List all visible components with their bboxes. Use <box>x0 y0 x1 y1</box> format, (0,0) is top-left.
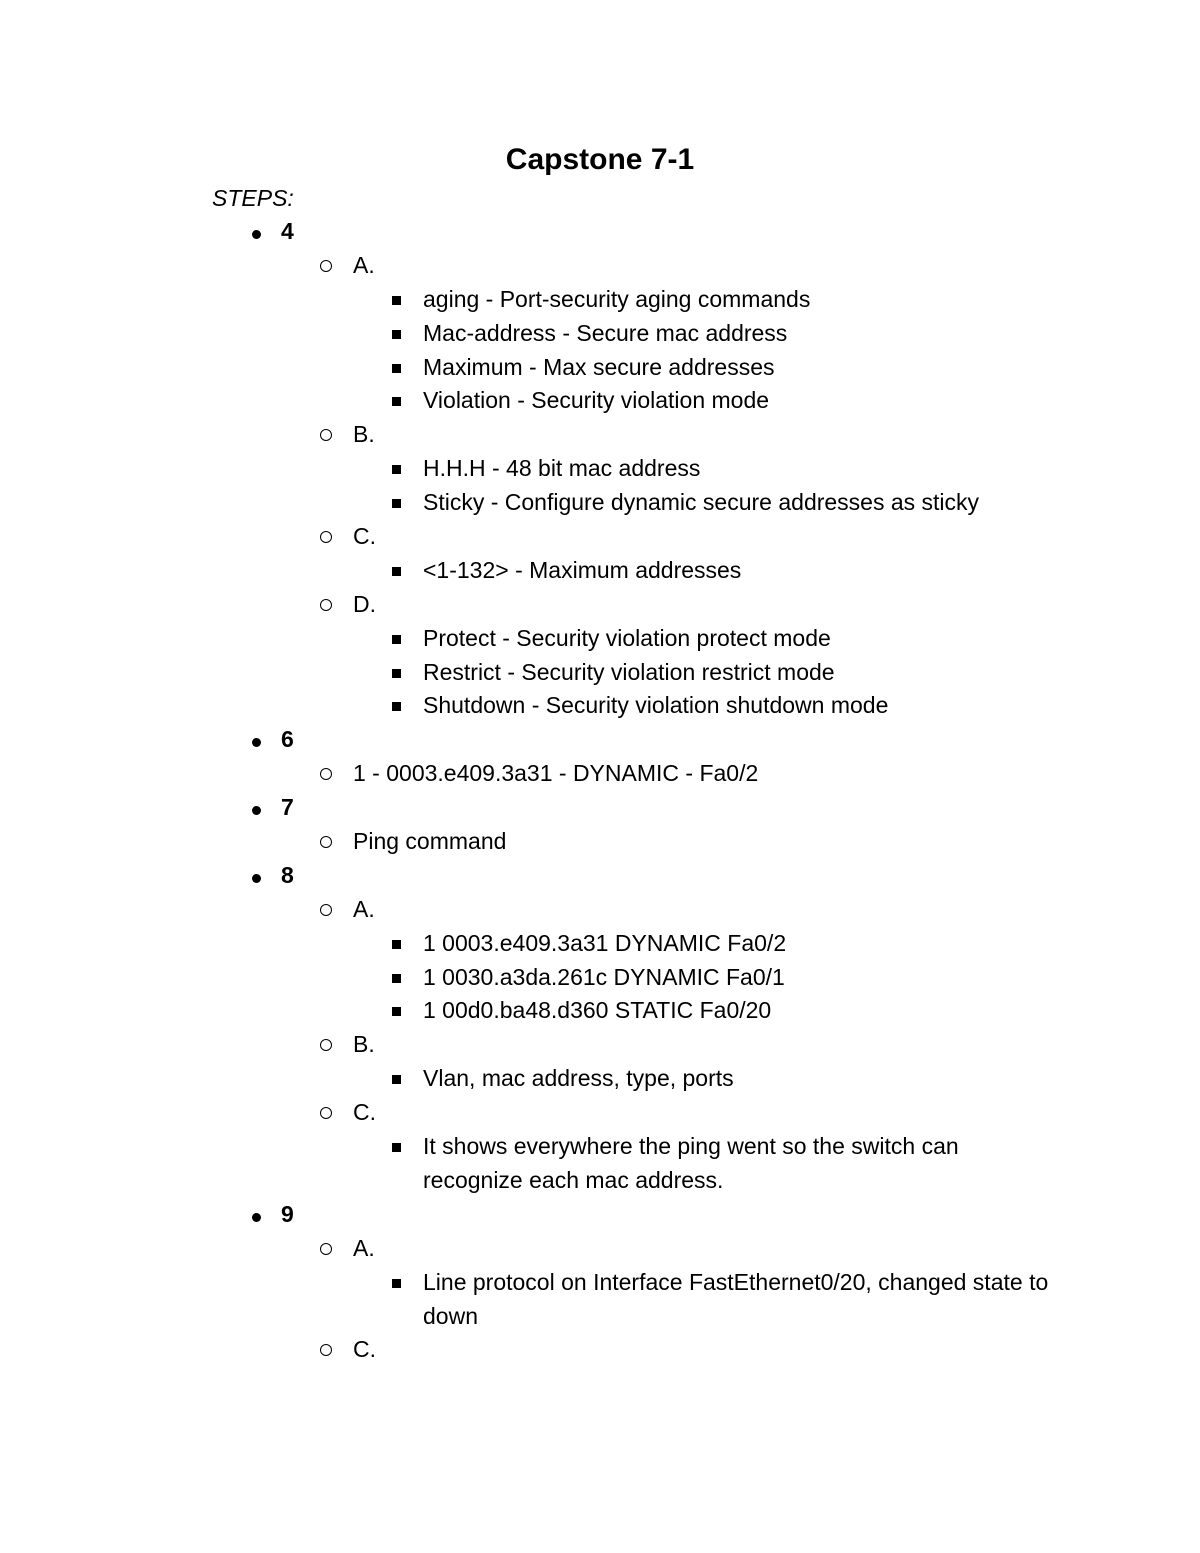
document-title: Capstone 7-1 <box>505 143 695 176</box>
steps-label: STEPS: <box>212 185 294 211</box>
outline-item-level-3 <box>0 384 1200 418</box>
outline-item-level-3 <box>0 452 1200 486</box>
outline-item-text: H.H.H - 48 bit mac address <box>423 455 701 482</box>
outline-item-level-3 <box>0 486 1200 520</box>
bullet-circle-icon <box>316 825 336 860</box>
outline-item-level-1 <box>0 723 1200 757</box>
outline-item-text: Restrict - Security violation restrict mode <box>423 658 835 685</box>
outline-item-level-2 <box>0 1028 1200 1062</box>
outline-item-level-3 <box>0 283 1200 317</box>
outline-item-text: 8 <box>281 861 294 888</box>
outline-item-text: Ping command <box>353 828 507 855</box>
outline-item-level-3 <box>0 554 1200 588</box>
outline-item-text: It shows everywhere the ping went so the switch can recognize each mac address. <box>423 1133 959 1193</box>
outline-item-level-1 <box>0 859 1200 893</box>
outline-item-text: aging - Port-security aging commands <box>423 285 811 312</box>
steps-outline <box>0 215 1200 1367</box>
bullet-circle-icon <box>316 893 336 928</box>
outline-item-level-2 <box>0 1232 1200 1266</box>
outline-item-text: <1-132> - Maximum addresses <box>423 556 742 583</box>
bullet-square-icon <box>386 384 406 418</box>
bullet-dot-icon <box>246 723 266 757</box>
outline-item-level-1 <box>0 791 1200 825</box>
outline-item-text: 1 0030.a3da.261c DYNAMIC Fa0/1 <box>423 963 785 990</box>
outline-item-text: Sticky - Configure dynamic secure addresses as sticky <box>423 489 980 516</box>
bullet-square-icon <box>386 452 406 486</box>
bullet-circle-icon <box>316 1333 336 1368</box>
bullet-square-icon <box>386 961 406 995</box>
outline-item-level-3 <box>0 622 1200 656</box>
outline-item-level-2 <box>0 1333 1200 1367</box>
outline-item-level-2 <box>0 825 1200 859</box>
bullet-square-icon <box>386 351 406 385</box>
outline-item-level-2 <box>0 893 1200 927</box>
outline-item-text: Vlan, mac address, type, ports <box>423 1065 734 1092</box>
outline-item-level-3 <box>0 1062 1200 1096</box>
outline-item-text: B. <box>353 421 375 448</box>
outline-item-text: C. <box>353 1099 376 1126</box>
outline-item-text: 1 0003.e409.3a31 DYNAMIC Fa0/2 <box>423 929 787 956</box>
outline-item-level-1 <box>0 1198 1200 1232</box>
outline-item-level-3 <box>0 1130 1200 1198</box>
outline-item-level-2 <box>0 757 1200 791</box>
bullet-square-icon <box>386 554 406 588</box>
outline-item-text: 7 <box>281 794 294 821</box>
outline-item-text: Mac-address - Secure mac address <box>423 319 788 346</box>
bullet-circle-icon <box>316 588 336 623</box>
outline-item-text: A. <box>353 895 375 922</box>
outline-item-text: 9 <box>281 1200 294 1227</box>
bullet-dot-icon <box>246 791 266 825</box>
outline-item-level-3 <box>0 689 1200 723</box>
outline-item-text: A. <box>353 1234 375 1261</box>
outline-item-level-2 <box>0 418 1200 452</box>
outline-item-level-3 <box>0 927 1200 961</box>
outline-item-level-2 <box>0 520 1200 554</box>
outline-item-level-2 <box>0 588 1200 622</box>
bullet-circle-icon <box>316 1096 336 1131</box>
bullet-square-icon <box>386 1266 406 1300</box>
outline-item-level-2 <box>0 1096 1200 1130</box>
outline-item-level-3 <box>0 317 1200 351</box>
outline-item-text: Violation - Security violation mode <box>423 387 770 414</box>
bullet-circle-icon <box>316 1232 336 1267</box>
outline-item-level-3 <box>0 351 1200 385</box>
bullet-circle-icon <box>316 249 336 284</box>
bullet-square-icon <box>386 622 406 656</box>
bullet-square-icon <box>386 317 406 351</box>
bullet-square-icon <box>386 1130 406 1164</box>
outline-item-text: A. <box>353 251 375 278</box>
outline-item-text: Maximum - Max secure addresses <box>423 353 775 380</box>
bullet-dot-icon <box>246 1198 266 1232</box>
bullet-dot-icon <box>246 215 266 249</box>
bullet-circle-icon <box>316 1028 336 1063</box>
outline-item-text: 6 <box>281 726 294 753</box>
outline-item-text: C. <box>353 1336 376 1363</box>
outline-item-level-3 <box>0 994 1200 1028</box>
outline-item-level-1 <box>0 215 1200 249</box>
outline-item-level-2 <box>0 249 1200 283</box>
bullet-square-icon <box>386 689 406 723</box>
bullet-square-icon <box>386 283 406 317</box>
bullet-circle-icon <box>316 418 336 453</box>
outline-item-text: 1 - 0003.e409.3a31 - DYNAMIC - Fa0/2 <box>353 760 759 787</box>
bullet-square-icon <box>386 486 406 520</box>
bullet-square-icon <box>386 656 406 690</box>
outline-item-level-3 <box>0 1266 1200 1334</box>
outline-item-text: Line protocol on Interface FastEthernet0/20, changed state to down <box>423 1268 1049 1329</box>
outline-item-text: 1 00d0.ba48.d360 STATIC Fa0/20 <box>423 997 772 1024</box>
outline-item-text: D. <box>353 590 376 617</box>
outline-item-text: Shutdown - Security violation shutdown mode <box>423 692 889 719</box>
outline-item-level-3 <box>0 656 1200 690</box>
outline-item-text: Protect - Security violation protect mode <box>423 624 831 651</box>
outline-item-text: C. <box>353 523 376 550</box>
outline-item-level-3 <box>0 961 1200 995</box>
outline-item-text: 4 <box>281 218 294 244</box>
bullet-square-icon <box>386 927 406 961</box>
bullet-dot-icon <box>246 859 266 893</box>
outline-item-text: B. <box>353 1031 375 1058</box>
bullet-circle-icon <box>316 757 336 792</box>
bullet-square-icon <box>386 994 406 1028</box>
bullet-circle-icon <box>316 520 336 555</box>
bullet-square-icon <box>386 1062 406 1096</box>
